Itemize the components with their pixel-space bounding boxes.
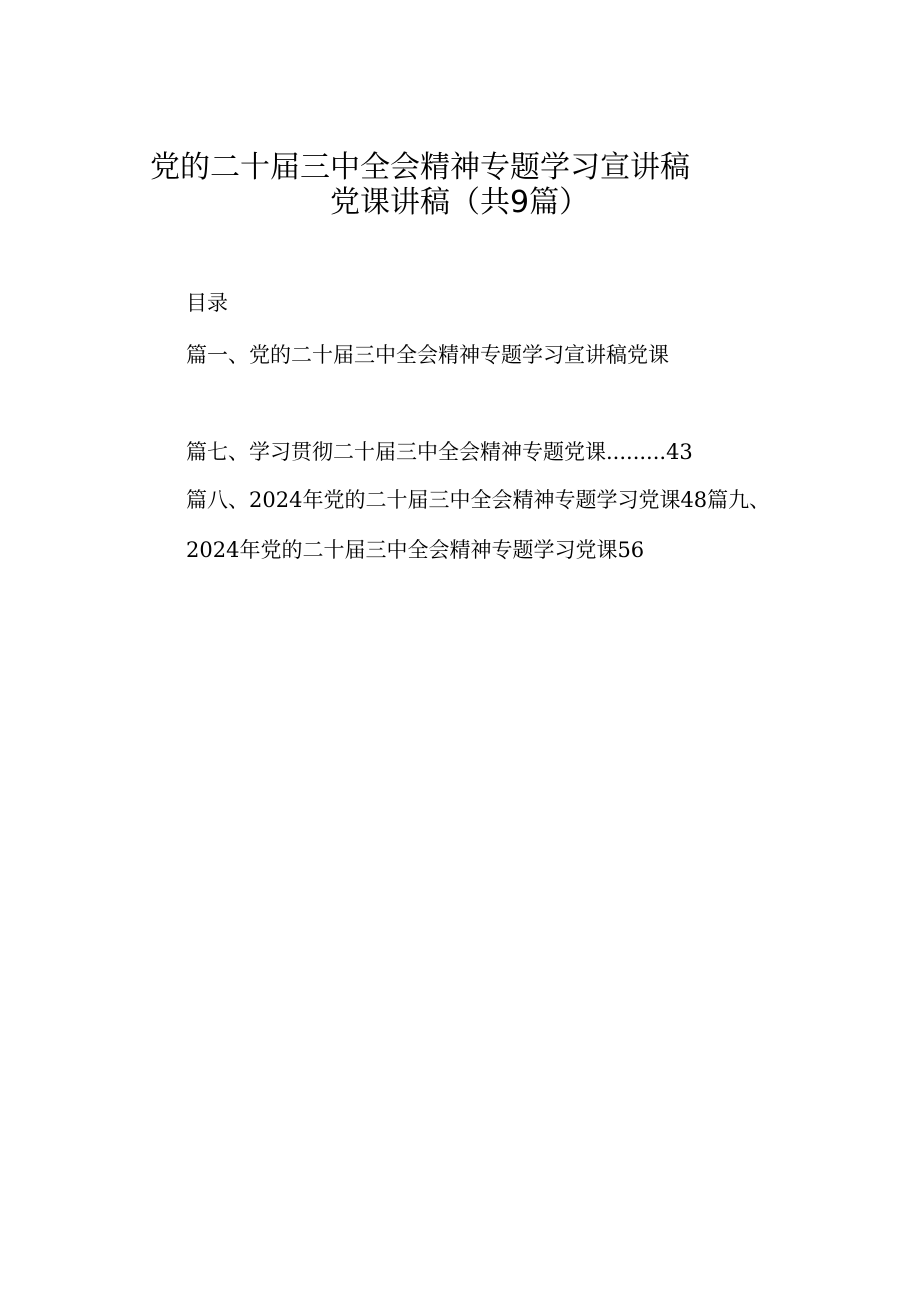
toc-entry: 篇八、2024年党的二十届三中全会精神专题学习党课48篇九、: [186, 488, 771, 512]
toc-entry: 篇七、学习贯彻二十届三中全会精神专题党课.........43: [186, 440, 693, 464]
document-title-line-1: 党的二十届三中全会精神专题学习宣讲稿: [150, 150, 690, 185]
toc-entry: 篇一、党的二十届三中全会精神专题学习宣讲稿党课: [186, 343, 669, 367]
document-title-line-2: 党课讲稿（共9篇）: [330, 185, 590, 220]
toc-heading: 目录: [186, 291, 228, 315]
toc-entry: 2024年党的二十届三中全会精神专题学习党课56: [186, 538, 645, 562]
